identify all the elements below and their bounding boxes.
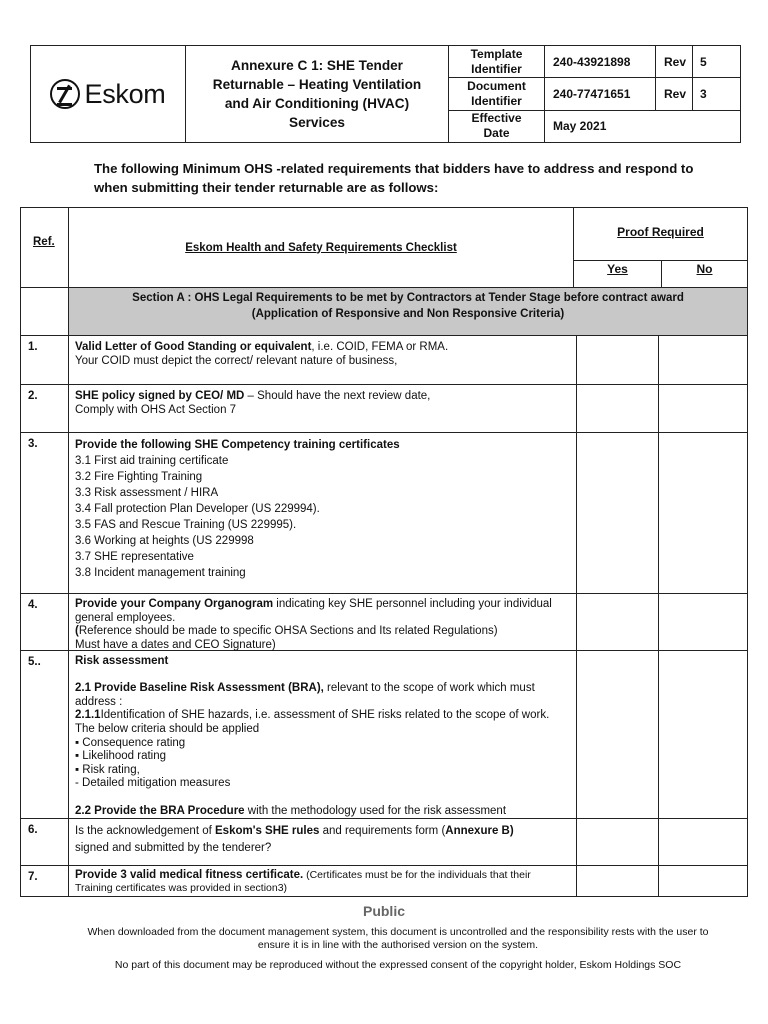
no-checkbox-cell[interactable] bbox=[659, 336, 747, 384]
document-row bbox=[449, 78, 740, 110]
document-id: 240-77471651 bbox=[545, 78, 656, 109]
template-id: 240-43921898 bbox=[545, 46, 656, 77]
intro-text: The following Minimum OHS -related requirements that bidders have to address and respond to when submitting their tender returnable are as follows: bbox=[94, 161, 694, 195]
effective-row bbox=[449, 111, 740, 142]
effective-date: May 2021 bbox=[553, 119, 607, 134]
eskom-logo bbox=[31, 46, 186, 142]
no-checkbox-cell[interactable] bbox=[659, 433, 747, 593]
footer-disclaimer: When downloaded from the document management system, this document is uncontrolled and the responsibility rests with the user to ensure it is in line with the authorised version on the system. bbox=[87, 926, 709, 951]
table-row bbox=[20, 819, 748, 866]
rev-label: Rev bbox=[656, 78, 693, 109]
row-ref: 7. bbox=[21, 866, 69, 896]
proof-required-label: Proof Required bbox=[574, 208, 747, 261]
col-proof bbox=[574, 208, 747, 287]
document-label: Document Identifier bbox=[449, 78, 545, 109]
yes-checkbox-cell[interactable] bbox=[577, 336, 659, 384]
yes-checkbox-cell[interactable] bbox=[577, 651, 659, 818]
row-content: Valid Letter of Good Standing or equivalent, i.e. COID, FEMA or RMA. Your COID must depict the correct/ relevant nature of business, bbox=[69, 336, 577, 384]
row-content: Risk assessment 2.1 Provide Baseline Risk Assessment (BRA), relevant to the scope of work which must address : 2.1.1Identification of SHE hazards, i.e. assessment of SHE risks related to the scope of work. The below criteria should be applied ▪ Consequence rating ▪ Likelihood rating ▪ Risk rating, - Detailed mitigation measures 2.2 Provide the BRA Procedure with the methodology used for the risk assessment bbox=[69, 651, 577, 818]
no-checkbox-cell[interactable] bbox=[659, 651, 747, 818]
document-header bbox=[30, 45, 741, 143]
col-yes: Yes bbox=[574, 261, 662, 287]
logo-text: Eskom bbox=[84, 78, 166, 109]
col-no: No bbox=[696, 262, 713, 276]
row-ref: 2. bbox=[21, 385, 69, 432]
table-row bbox=[20, 385, 748, 433]
no-checkbox-cell[interactable] bbox=[659, 385, 747, 432]
yes-checkbox-cell[interactable] bbox=[577, 433, 659, 593]
col-ref: Ref. bbox=[21, 208, 69, 287]
yes-checkbox-cell[interactable] bbox=[577, 819, 659, 865]
no-checkbox-cell[interactable] bbox=[659, 819, 747, 865]
section-a-row bbox=[20, 288, 748, 336]
col-title: Eskom Health and Safety Requirements Checklist bbox=[69, 208, 574, 287]
checklist-table bbox=[20, 207, 748, 897]
row-ref: 1. bbox=[21, 336, 69, 384]
template-row bbox=[449, 46, 740, 78]
yes-checkbox-cell[interactable] bbox=[577, 594, 659, 650]
yes-checkbox-cell[interactable] bbox=[577, 866, 659, 896]
row-ref: 6. bbox=[21, 819, 69, 865]
table-row bbox=[20, 336, 748, 385]
row-ref: 4. bbox=[21, 594, 69, 650]
effective-label: Effective Date bbox=[449, 111, 545, 142]
table-row bbox=[20, 594, 748, 651]
row-content: SHE policy signed by CEO/ MD – Should have the next review date, Comply with OHS Act Section 7 bbox=[69, 385, 577, 432]
document-title: Annexure C 1: SHE Tender Returnable – Heating Ventilation and Air Conditioning (HVAC) Services bbox=[186, 46, 449, 142]
footer-copyright: No part of this document may be reproduced without the expressed consent of the copyright holder, Eskom Holdings SOC bbox=[114, 959, 682, 971]
rev-label: Rev bbox=[656, 46, 693, 77]
row-content: Provide your Company Organogram indicating key SHE personnel including your individual general employees. (Reference should be made to specific OHSA Sections and Its related Regulations) Must have a dates and CEO Signature) bbox=[69, 594, 577, 650]
classification-label: Public bbox=[362, 903, 405, 919]
table-header bbox=[20, 207, 748, 288]
row-ref: 3. bbox=[21, 433, 69, 593]
template-rev: 5 bbox=[700, 54, 707, 69]
row-content: Is the acknowledgement of Eskom's SHE rules and requirements form (Annexure B) signed and submitted by the tenderer? bbox=[69, 819, 577, 865]
no-checkbox-cell[interactable] bbox=[659, 866, 747, 896]
table-row bbox=[20, 433, 748, 594]
yes-checkbox-cell[interactable] bbox=[577, 385, 659, 432]
no-checkbox-cell[interactable] bbox=[659, 594, 747, 650]
row-content: Provide the following SHE Competency training certificates 3.1 First aid training certificate 3.2 Fire Fighting Training 3.3 Risk assessment / HIRA 3.4 Fall protection Plan Developer (US 229994). 3.5 FAS and Rescue Training (US 229995). 3.6 Working at heights (US 229998 3.7 SHE representative 3.8 Incident management training bbox=[69, 433, 577, 593]
document-rev: 3 bbox=[700, 86, 707, 101]
table-row bbox=[20, 651, 748, 819]
document-metadata bbox=[449, 46, 740, 142]
table-row bbox=[20, 866, 748, 897]
row-ref: 5.. bbox=[21, 651, 69, 818]
template-label: Template Identifier bbox=[449, 46, 545, 77]
eskom-logo-icon bbox=[50, 79, 80, 109]
row-content: Provide 3 valid medical fitness certificate. (Certificates must be for the individuals that their Training certificates was provided in section3) bbox=[69, 866, 577, 896]
section-a-heading: Section A : OHS Legal Requirements to be met by Contractors at Tender Stage before contract award (Application of Responsive and Non Responsive Criteria) bbox=[69, 288, 747, 335]
